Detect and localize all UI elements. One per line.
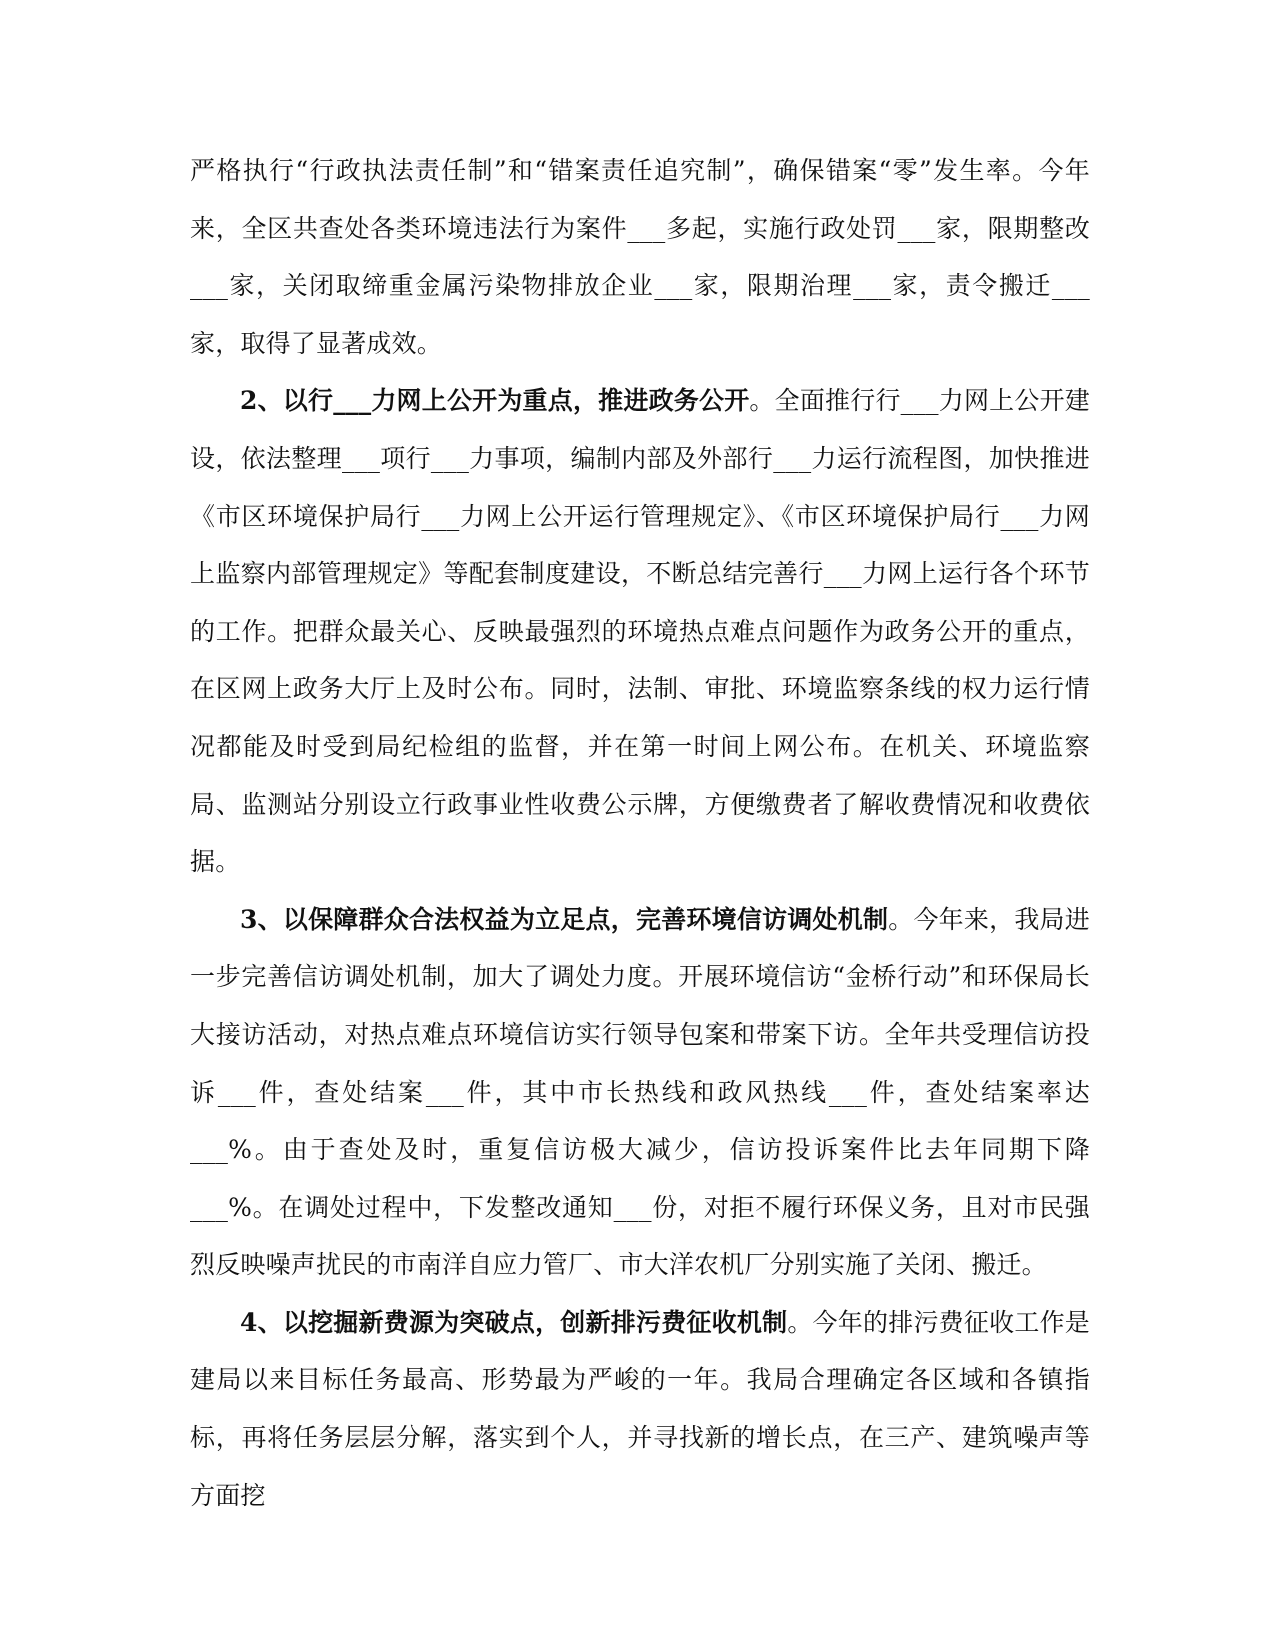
- paragraph-enforcement-results: [190, 142, 1090, 372]
- paragraph-text: 。今年来，我局进一步完善信访调处机制，加大了调处力度。开展环境信访“金桥行动”和环保局长大接访活动，对热点难点环境信访实行领导包案和带案下访。全年共受理信访投诉___件，查处结案___件，其中市长热线和政风热线___件，查处结案率达___%。由于查处及时，重复信访极大减少，信访投诉案件比去年同期下降___%。在调处过程中，下发整改通知___份，对拒不履行环保义务，且对市民强烈反映噪声扰民的市南洋自应力管厂、市大洋农机厂分别实施了关闭、搬迁。: [190, 904, 1090, 1280]
- paragraph-government-affairs-disclosure: [190, 372, 1090, 890]
- document-body: [190, 142, 1090, 1524]
- paragraph-text: 。今年的排污费征收工作是建局以来目标任务最高、形势最为严峻的一年。我局合理确定各区域和各镇指标，再将任务层层分解，落实到个人，并寻找新的增长点，在三产、建筑噪声等方面挖: [190, 1307, 1090, 1510]
- paragraph-heading: 2、以行___力网上公开为重点，推进政务公开: [240, 386, 750, 416]
- paragraph-heading: 4、以挖掘新费源为突破点，创新排污费征收机制: [240, 1307, 788, 1337]
- paragraph-petition-handling: [190, 891, 1090, 1294]
- paragraph-text: 严格执行“行政执法责任制”和“错案责任追究制”，确保错案“零”发生率。今年来，全区共查处各类环境违法行为案件___多起，实施行政处罚___家，限期整改___家，关闭取缔重金属污染物排放企业___家，限期治理___家，责令搬迁___家，取得了显著成效。: [190, 156, 1090, 358]
- paragraph-text: 。全面推行行___力网上公开建设，依法整理___项行___力事项，编制内部及外部行___力运行流程图，加快推进《市区环境保护局行___力网上公开运行管理规定》、《市区环境保护局行___力网上监察内部管理规定》等配套制度建设，不断总结完善行___力网上运行各个环节的工作。把群众最关心、反映最强烈的环境热点难点问题作为政务公开的重点，在区网上政务大厅上及时公布。同时，法制、审批、环境监察条线的权力运行情况都能及时受到局纪检组的监督，并在第一时间上网公布。在机关、环境监察局、监测站分别设立行政事业性收费公示牌，方便缴费者了解收费情况和收费依据。: [190, 386, 1090, 877]
- paragraph-heading: 3、以保障群众合法权益为立足点，完善环境信访调处机制: [240, 904, 889, 934]
- paragraph-pollution-fee-collection: [190, 1294, 1090, 1524]
